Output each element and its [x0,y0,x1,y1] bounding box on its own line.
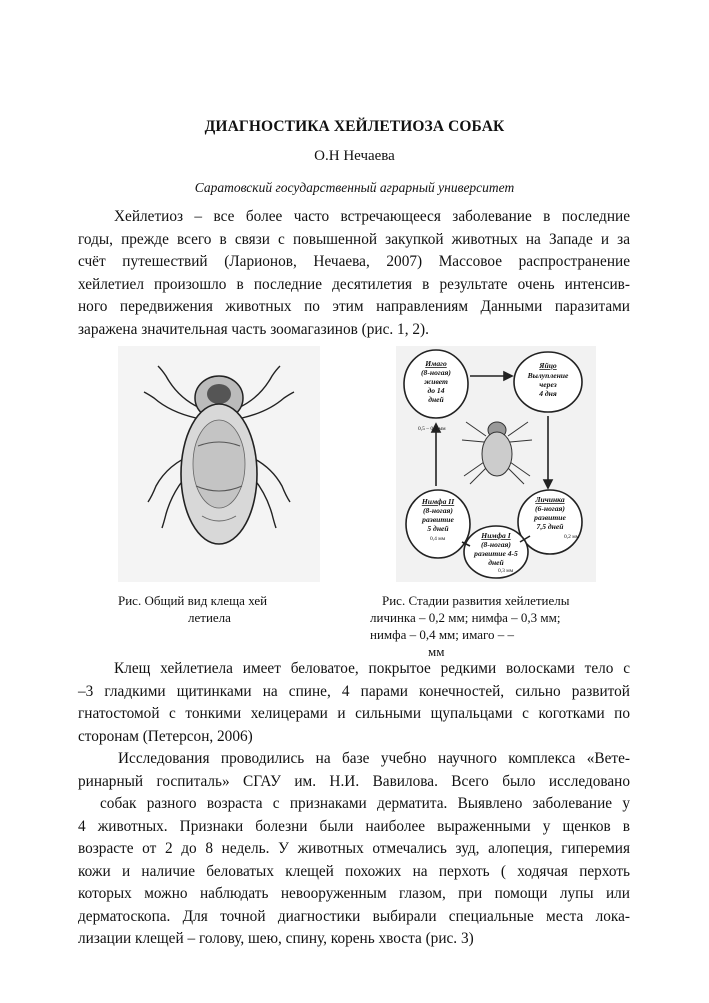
text-line: 4 животных. Признаки болезни были наиболее выраженными у щенков в [78,817,630,835]
author-name: О.Н Нечаева [314,148,395,164]
text-line: Исследования проводились на базе учебно научного комплекса «Вете- [118,750,630,767]
nymph2-text: (8-ногая) [423,506,453,515]
egg-text: через [539,380,557,389]
imago-text: дней [428,395,444,404]
caption-line: Рис. Общий вид клеща хей [118,593,268,608]
text-line: гнатостомой с тонкими хелицерами и сильными щупальцами с коготками по [78,705,630,722]
text-line: заражена значительная часть зоомагазинов (рис. 1, 2). [78,320,429,338]
figure-life-cycle [396,346,596,582]
egg-text: Вылупление [527,371,569,380]
larva-label: Личинка [535,495,565,504]
text-line: хейлетиел произошло в последние десятилетия в результате очень интенсив- [78,275,630,293]
nymph2-size: 0,4 мм [430,536,446,542]
text-line: дерматоскопа. Для точной диагностики выбирали специальные места лока- [78,907,630,925]
caption-line: мм [428,644,445,659]
text-line: –3 гладкими щитинками на спине, 4 парами конечностей, сильно развитой [78,682,630,700]
caption-line: нимфа – 0,4 мм; имаго – – [370,627,515,642]
imago-text: до 14 [427,386,445,395]
larva-text: (6-ногая) [535,504,565,513]
affiliation: Саратовский государственный аграрный университет [194,180,515,195]
text-line: ринарный госпиталь» СГАУ им. Н.И. Вавилова. Всего было исследовано [78,772,630,790]
text-line: счёт путешествий (Ларионов, Нечаева, 2007) Массовое распространение [78,253,630,270]
caption-line: личинка – 0,2 мм; нимфа – 0,3 мм; [370,610,561,625]
life-cycle-diagram [396,346,596,582]
text-line: лизации клещей – голову, шею, спину, корень хвоста (рис. 3) [78,930,474,947]
text-line: собак разного возраста с признаками дерматита. Выявлено заболевание у [100,795,630,812]
nymph1-text: развитие 4-5 [474,549,518,558]
figure2-caption [370,592,615,660]
figure-mite-image [118,346,320,582]
text-line: ного передвижения животных по этим направлениям Данными паразитами [78,298,630,315]
text-line: которых можно наблюдать невооруженным глазом, при помощи лупы или [78,885,630,902]
text-line: возрасте от 2 до 8 недель. У животных отмечались зуд, алопеция, гиперемия [78,840,630,857]
imago-label: Имаго [425,359,447,368]
text-line: Хейлетиоз – все более часто встречающееся заболевание в последние [114,208,630,225]
text-line: годы, прежде всего в связи с повышенной закупкой животных на Западе и за [78,230,630,248]
larva-text: развитие [534,513,566,522]
figure1-caption [118,592,318,626]
intro-paragraph [78,206,630,341]
nymph2-text: развитие [422,515,454,524]
larva-size: 0,2 мм [564,534,580,540]
mite-drawing [118,346,320,582]
text-line: сторонам (Петерсон, 2006) [78,727,253,745]
nymph1-size: 0,3 мм [498,568,514,574]
caption-line: летиела [188,610,231,625]
imago-text: живет [424,377,448,386]
nymph1-text: дней [488,558,504,567]
nymph2-label: Нимфа II [421,497,455,506]
paper-title: ДИАГНОСТИКА ХЕЙЛЕТИОЗА СОБАК [204,118,505,135]
egg-label: Яйцо [539,361,557,370]
nymph2-text: 5 дней [427,524,449,533]
nymph1-text: (8-ногая) [481,540,511,549]
text-line: кожи и наличие беловатых клещей похожих на перхоть ( ходячая перхоть [78,862,630,880]
egg-text: 4 дня [539,389,557,398]
imago-size: 0,5 – 0,6 мм [418,426,446,432]
caption-line: Рис. Стадии развития хейлетиелы [382,593,570,608]
larva-text: 7,5 дней [536,522,564,531]
nymph1-label: Нимфа I [481,531,511,540]
imago-text: (8-ногая) [421,368,451,377]
text-line: Клещ хейлетиела имеет беловатое, покрытое редкими волосками тело с [114,660,630,677]
body-paragraph [78,658,630,951]
